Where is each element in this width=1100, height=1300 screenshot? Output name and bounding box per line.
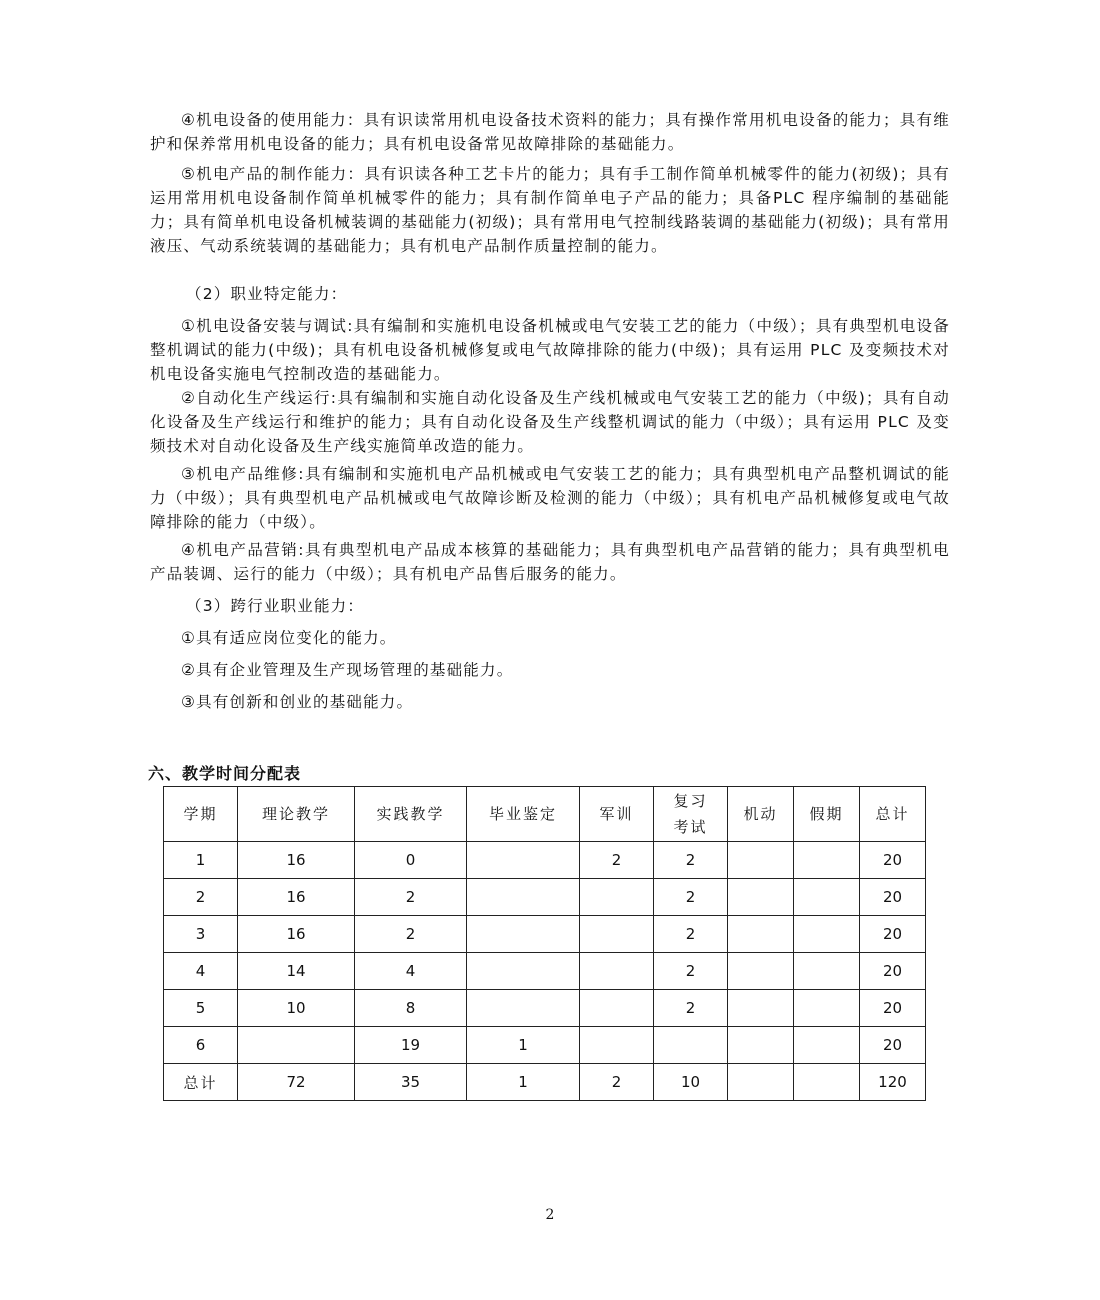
table-cell: 72 [238,1064,355,1101]
table-cell [728,879,794,916]
table-cell [467,842,580,879]
table-total-row [164,1064,926,1101]
table-cell [794,990,860,1027]
table-row [164,916,926,953]
table-cell: 14 [238,953,355,990]
heading-specific-ability: （2）职业特定能力： [186,285,348,303]
paragraph-product-marketing: ④机电产品营销:具有典型机电产品成本核算的基础能力；具有典型机电产品营销的能力；具有典型机电产品装调、运行的能力（中级）；具有机电产品售后服务的能力。 [150,541,950,583]
table-cell: 4 [355,953,467,990]
table-cell: 0 [355,842,467,879]
paragraph-adapt-post: ①具有适应岗位变化的能力。 [181,629,397,647]
table-cell: 16 [238,842,355,879]
paragraph-automation-line: ②自动化生产线运行:具有编制和实施自动化设备及生产线机械或电气安装工艺的能力（中级)；具有自动化设备及生产线运行和维护的能力；具有自动化设备及生产线整机调试的能力（中级）；具有运用 PLC 及变频技术对自动化设备及生产线实施简单改造的能力。 [150,389,950,455]
table-cell: 1 [467,1064,580,1101]
table-cell: 10 [238,990,355,1027]
table-cell: 5 [164,990,238,1027]
table-cell [728,990,794,1027]
table-cell: 120 [860,1064,926,1101]
table-cell: 2 [355,916,467,953]
table-cell [794,1064,860,1101]
paragraph-product-repair: ③机电产品维修:具有编制和实施机电产品机械或电气安装工艺的能力；具有典型机电产品整机调试的能力（中级）；具有典型机电产品机械或电气故障诊断及检测的能力（中级）；具有机电产品机械修复或电气故障排除的能力（中级）。 [150,465,950,531]
table-cell: 2 [654,953,728,990]
table-cell [728,1064,794,1101]
table-cell: 20 [860,879,926,916]
table-cell [580,1027,654,1064]
table-cell [580,990,654,1027]
header-cell: 军训 [580,787,654,842]
header-cell: 理论教学 [238,787,355,842]
table-cell: 20 [860,1027,926,1064]
table-cell: 8 [355,990,467,1027]
section-title: 六、教学时间分配表 [148,764,302,783]
table-cell [467,879,580,916]
paragraph-equipment-use: ④机电设备的使用能力：具有识读常用机电设备技术资料的能力；具有操作常用机电设备的能力；具有维护和保养常用机电设备的能力；具有机电设备常见故障排除的基础能力。 [150,111,950,153]
table-cell [728,842,794,879]
table-row [164,842,926,879]
table-cell [467,916,580,953]
table-cell: 10 [654,1064,728,1101]
teaching-time-table [163,786,926,1101]
table-cell: 2 [654,842,728,879]
table-cell [580,953,654,990]
table-cell: 20 [860,916,926,953]
table-cell: 6 [164,1027,238,1064]
paragraph-product-making: ⑤机电产品的制作能力：具有识读各种工艺卡片的能力；具有手工制作简单机械零件的能力(初级)；具有运用常用机电设备制作简单机械零件的能力；具有制作简单电子产品的能力；具备PLC 程序编制的基础能力；具有简单机电设备机械装调的基础能力(初级)；具有常用电气控制线路装调的基础能力(初级)；具有常用液压、气动系统装调的基础能力；具有机电产品制作质量控制的能力。 [150,165,950,255]
table-row [164,953,926,990]
paragraph-install-debug: ①机电设备安装与调试:具有编制和实施机电设备机械或电气安装工艺的能力（中级）；具有典型机电设备整机调试的能力(中级)；具有机电设备机械修复或电气故障排除的能力(中级)；具有运用 PLC 及变频技术对机电设备实施电气控制改造的基础能力。 [150,317,950,383]
table-cell: 19 [355,1027,467,1064]
table-cell: 20 [860,842,926,879]
header-cell: 假期 [794,787,860,842]
table-cell: 2 [580,1064,654,1101]
table-cell [580,879,654,916]
table-cell: 1 [467,1027,580,1064]
table-cell: 16 [238,916,355,953]
table-cell: 4 [164,953,238,990]
table-cell: 35 [355,1064,467,1101]
table-cell: 20 [860,990,926,1027]
table-cell [728,953,794,990]
table-cell [794,842,860,879]
table-cell: 1 [164,842,238,879]
table-cell: 16 [238,879,355,916]
table-cell [238,1027,355,1064]
header-cell: 实践教学 [355,787,467,842]
paragraph-management: ②具有企业管理及生产现场管理的基础能力。 [181,661,514,679]
table-cell: 2 [580,842,654,879]
table-cell: 2 [355,879,467,916]
table-header-row [164,787,926,842]
table-row [164,879,926,916]
table-cell [794,879,860,916]
header-cell: 总计 [860,787,926,842]
heading-cross-industry-ability: （3）跨行业职业能力： [186,597,365,615]
paragraph-innovation: ③具有创新和创业的基础能力。 [181,693,414,711]
table-cell [728,916,794,953]
table-cell [794,953,860,990]
table-cell: 总计 [164,1064,238,1101]
table-cell [794,1027,860,1064]
header-cell: 毕业鉴定 [467,787,580,842]
table-cell [467,953,580,990]
table-cell: 2 [164,879,238,916]
table-cell [794,916,860,953]
table-row [164,1027,926,1064]
header-cell: 复习考试 [654,787,728,842]
table-cell: 20 [860,953,926,990]
table-row [164,990,926,1027]
table-cell: 2 [654,879,728,916]
table-cell [728,1027,794,1064]
table-cell [580,916,654,953]
table-cell: 2 [654,990,728,1027]
header-cell: 学期 [164,787,238,842]
header-cell: 机动 [728,787,794,842]
table-cell: 3 [164,916,238,953]
page-number: 2 [545,1207,555,1223]
table-cell [654,1027,728,1064]
table-cell: 2 [654,916,728,953]
table-cell [467,990,580,1027]
